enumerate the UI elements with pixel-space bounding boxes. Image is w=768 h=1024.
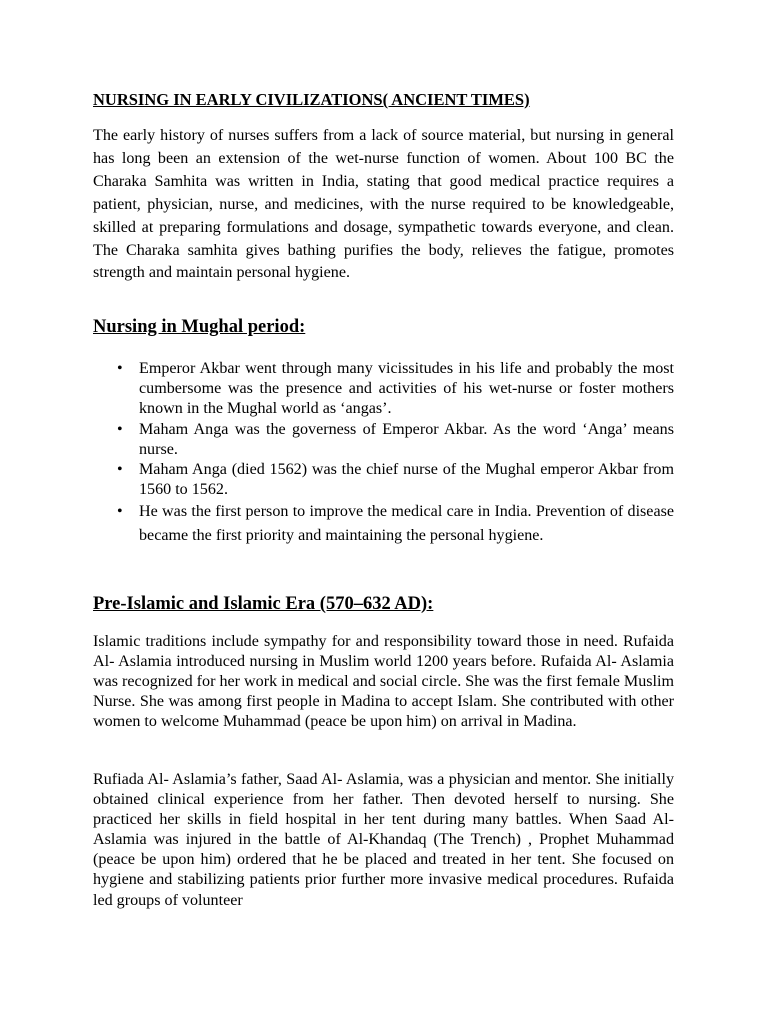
mughal-bullet-item: • Maham Anga was the governess of Emperor Akbar. As the word ‘Anga’ means nurse. bbox=[139, 420, 674, 460]
mughal-bullet-item: • Maham Anga (died 1562) was the chief nurse of the Mughal emperor Akbar from 1560 to 1562. bbox=[139, 460, 674, 500]
page-title: NURSING IN EARLY CIVILIZATIONS( ANCIENT TIMES) bbox=[93, 90, 530, 109]
islamic-section-heading: Pre-Islamic and Islamic Era (570–632 AD): bbox=[93, 594, 434, 614]
mughal-bullet-list bbox=[139, 359, 674, 547]
mughal-section-heading: Nursing in Mughal period: bbox=[93, 317, 306, 337]
mughal-bullet-item: • Emperor Akbar went through many vicissitudes in his life and probably the most cumbersome was the presence and activities of his wet-nurse or foster mothers known in the Mughal world as ‘angas’. bbox=[139, 359, 674, 420]
islamic-paragraph-2: Rufiada Al- Aslamia’s father, Saad Al- Aslamia, was a physician and mentor. She initially obtained clinical experience from her father. Then devoted herself to nursing. She practiced her skills in field hospital in her tent during many battles. When Saad Al-Aslamia was injured in the battle of Al-Khandaq (The Trench) , Prophet Muhammad (peace be upon him) ordered that he be placed and treated in her tent. She focused on hygiene and stabilizing patients prior further more invasive medical procedures. Rufaida led groups of volunteer bbox=[93, 771, 674, 909]
islamic-paragraph-1: Islamic traditions include sympathy for and responsibility toward those in need. Rufaida Al- Aslamia introduced nursing in Muslim world 1200 years before. Rufaida Al- Aslamia was recognized for her work in medical and social circle. She was the first female Muslim Nurse. She was among first people in Madina to accept Islam. She contributed with other women to welcome Muhammad (peace be upon him) on arrival in Madina. bbox=[93, 633, 674, 731]
mughal-bullet-item: • He was the first person to improve the medical care in India. Prevention of disease became the first priority and maintaining the personal hygiene. bbox=[139, 500, 674, 547]
intro-paragraph: The early history of nurses suffers from a lack of source material, but nursing in general has long been an extension of the wet-nurse function of women. About 100 BC the Charaka Samhita was written in India, stating that good medical practice requires a patient, physician, nurse, and medicines, with the nurse required to be knowledgeable, skilled at preparing formulations and dosage, sympathetic towards everyone, and clean. The Charaka samhita gives bathing purifies the body, relieves the fatigue, promotes strength and maintain personal hygiene. bbox=[93, 127, 674, 282]
